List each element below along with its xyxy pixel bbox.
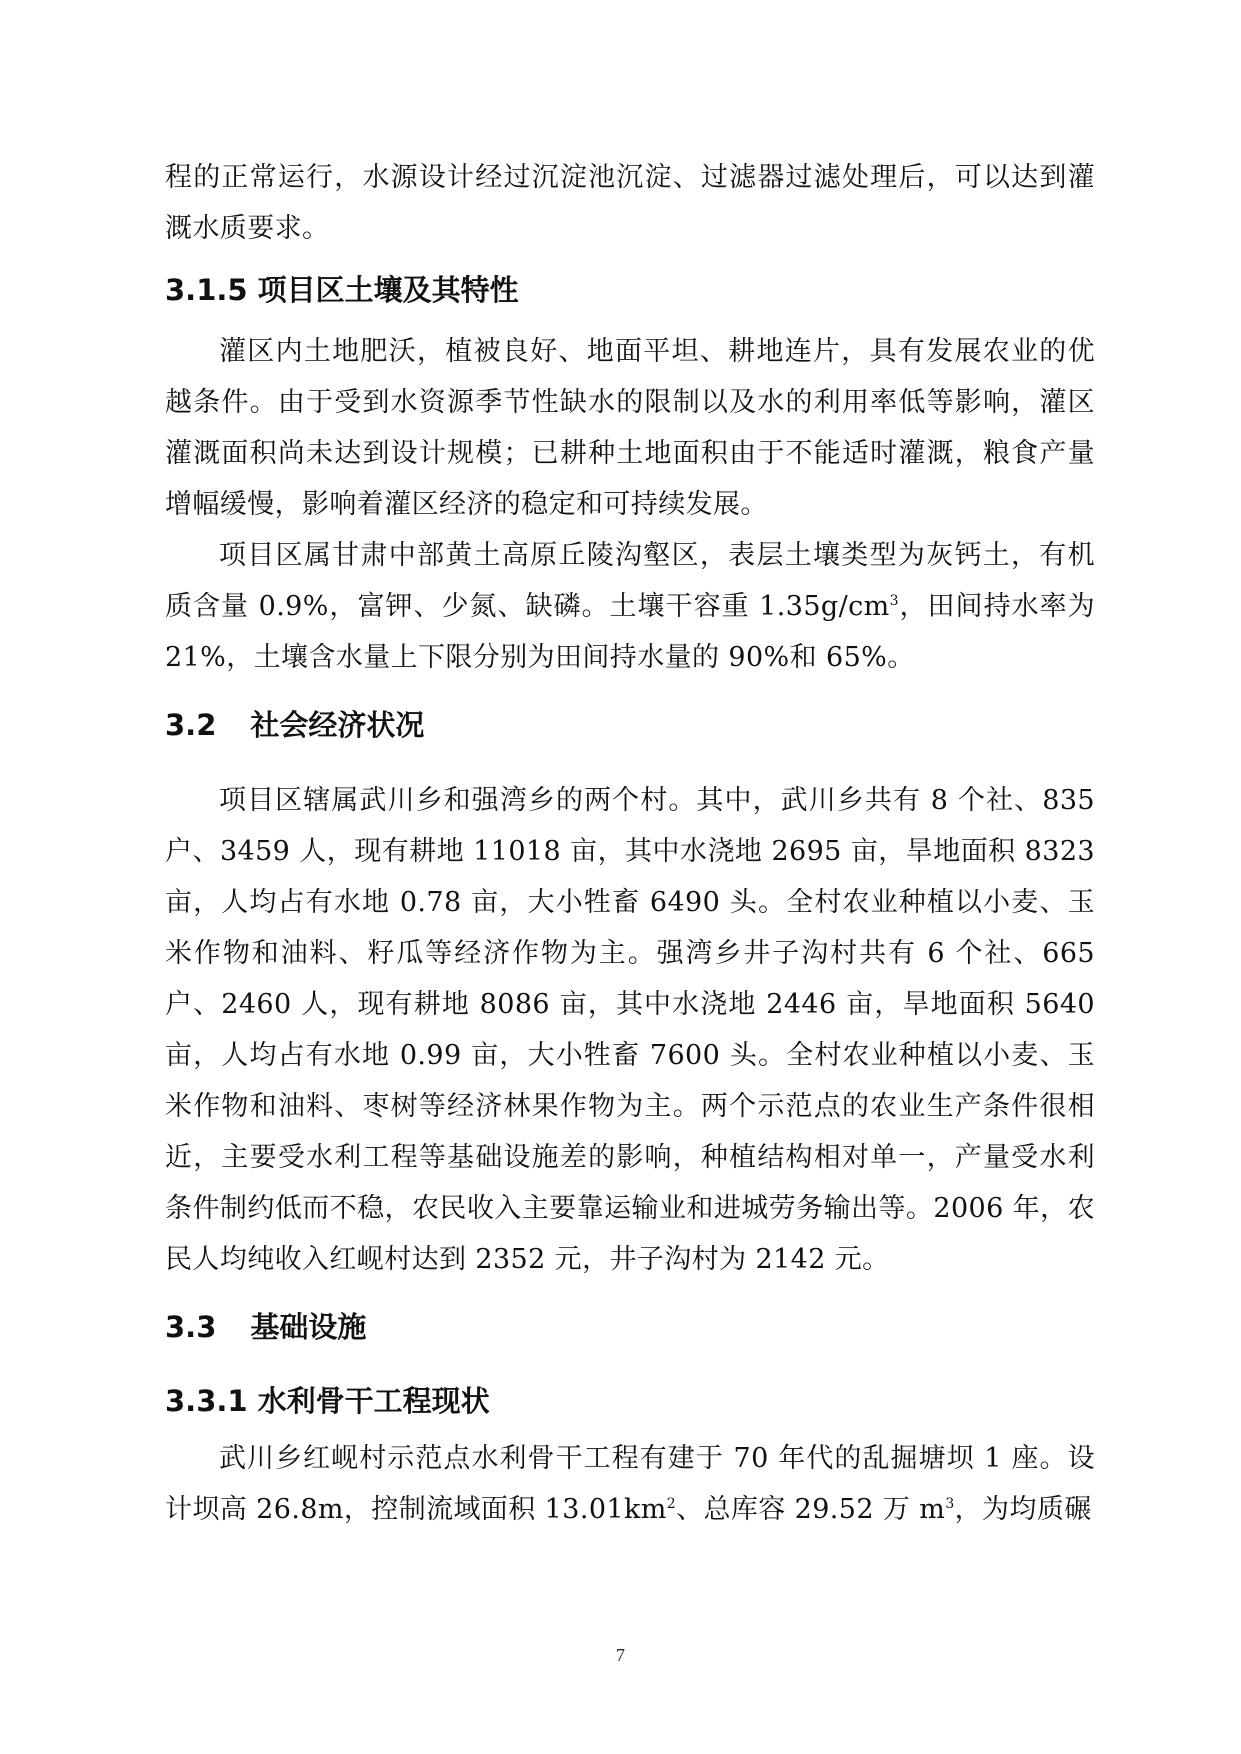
paragraph-3-3-1-part1: 武川乡红岘村示范点水利骨干工程有建于 70 年代的乱掘塘坝 1 座。设计坝高 26.8m，控制流域面积 13.01km [165,1443,1095,1525]
heading-3-2-title: 社会经济状况 [250,708,425,742]
paragraph-3-3-1-part2: 、总库容 29.52 万 m [676,1494,946,1525]
superscript-cube-2: 3 [945,1496,955,1512]
paragraph-3-1-5-b [165,530,1095,683]
paragraph-3-3-1-part3: ，为均质碾 [954,1494,1092,1525]
superscript-square: 2 [666,1496,677,1512]
superscript-cube: 3 [889,593,899,609]
paragraph-3-2: 项目区辖属武川乡和强湾乡的两个村。其中，武川乡共有 8 个社、835 户、3459 人，现有耕地 11018 亩，其中水浇地 2695 亩，旱地面积 8323 亩，人均占有水地 0.78 亩，大小牲畜 6490 头。全村农业种植以小麦、玉米作物和油料、籽瓜等经济作物为主。强湾乡井子沟村共有 6 个社、665 户、2460 人，现有耕地 8086 亩，其中水浇地 2446 亩，旱地面积 5640 亩，人均占有水地 0.99 亩，大小牲畜 7600 头。全村农业种植以小麦、玉米作物和油料、枣树等经济林果作物为主。两个示范点的农业生产条件很相近，主要受水利工程等基础设施差的影响，种植结构相对单一，产量受水利条件制约低而不稳，农民收入主要靠运输业和进城劳务输出等。2006 年，农民人均纯收入红岘村达到 2352 元，井子沟村为 2142 元。 [165,785,1095,1275]
heading-3-1-5: 3.1.5 项目区土壤及其特性 [165,273,519,307]
heading-3-2-number: 3.2 [165,708,217,742]
heading-3-2 [165,705,1095,745]
page-content [165,152,1095,1535]
paragraph-intro: 程的正常运行，水源设计经过沉淀池沉淀、过滤器过滤处理后，可以达到灌溉水质要求。 [165,162,1095,244]
paragraph-3-3-1 [165,1433,1095,1535]
heading-3-3-number: 3.3 [165,1310,217,1344]
heading-3-3-title: 基础设施 [250,1310,367,1344]
heading-3-3-1: 3.3.1 水利骨干工程现状 [165,1384,490,1418]
paragraph-3-1-5-b-part1: 项目区属甘肃中部黄土高原丘陵沟壑区，表层土壤类型为灰钙土，有机质含量 0.9%，富钾、少氮、缺磷。土壤干容重 1.35g/cm [165,540,1095,622]
heading-3-3 [165,1307,1095,1347]
paragraph-3-1-5-b-part2: ，田间持水率为 21%，土壤含水量上下限分别为田间持水量的 90%和 65%。 [165,591,1095,673]
paragraph-3-1-5-a: 灌区内土地肥沃，植被良好、地面平坦、耕地连片，具有发展农业的优越条件。由于受到水资源季节性缺水的限制以及水的利用率低等影响，灌区灌溉面积尚未达到设计规模；已耕种土地面积由于不能适时灌溉，粮食产量增幅缓慢，影响着灌区经济的稳定和可持续发展。 [165,336,1095,520]
page-number: 7 [616,1645,625,1665]
